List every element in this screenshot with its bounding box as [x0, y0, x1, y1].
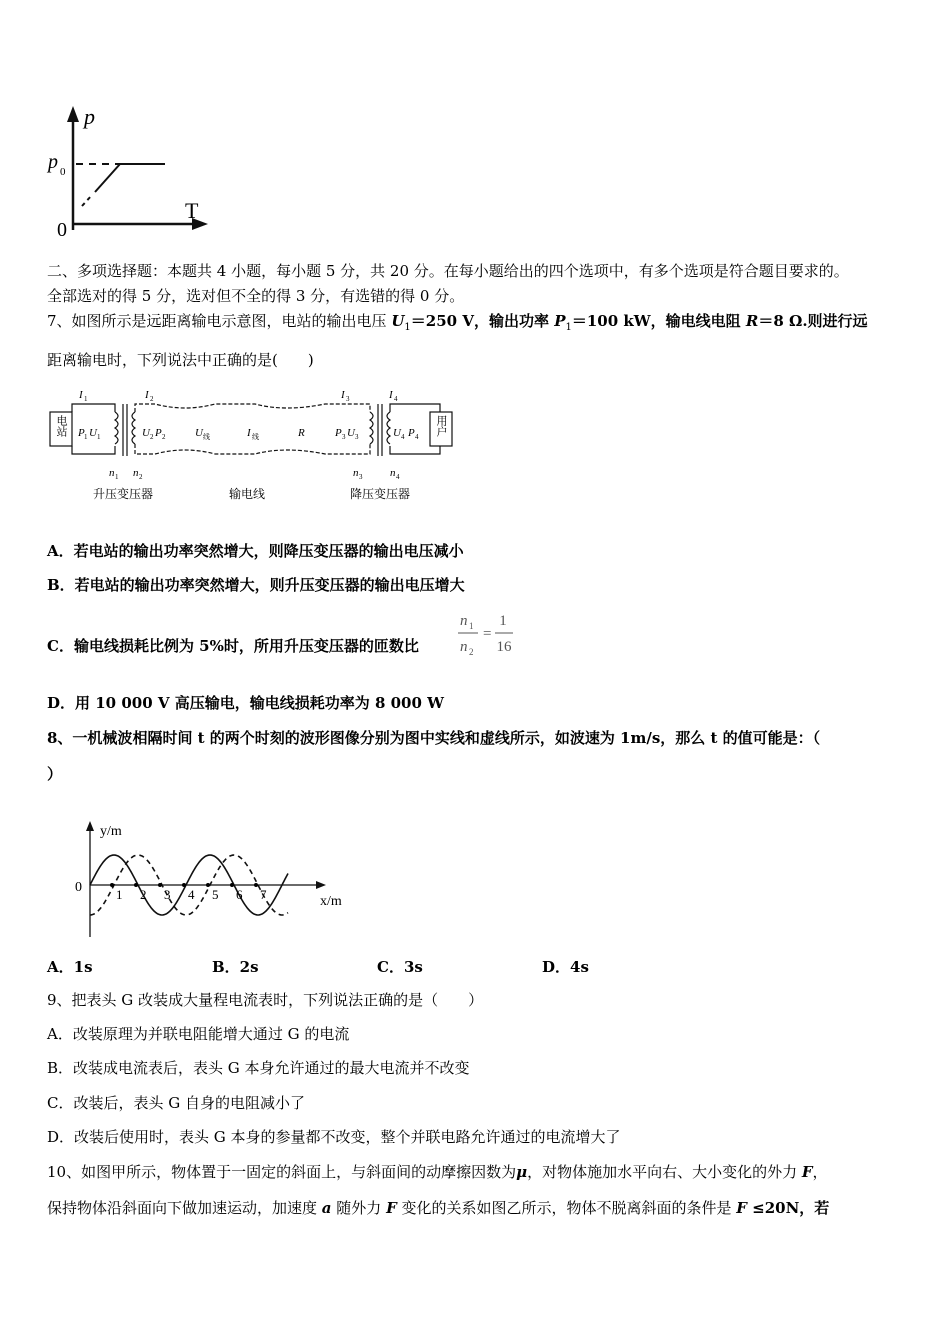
svg-text:U: U — [89, 427, 97, 439]
q7-option-b: B．若电站的输出功率突然增大，则升压变压器的输出电压增大 — [47, 576, 465, 594]
q7-line1 — [47, 311, 868, 338]
svg-text:P: P — [155, 427, 162, 439]
svg-text:U: U — [347, 427, 355, 439]
q9-option-b: B．改装成电流表后，表头 G 本身允许通过的最大电流并不改变 — [47, 1059, 470, 1077]
q10-a: a — [321, 1199, 332, 1217]
wave-origin: 0 — [75, 880, 82, 895]
i2-label: I — [145, 389, 149, 401]
section2-line1: 二、多项选择题：本题共 4 小题，每小题 5 分，共 20 分。在每小题给出的四个选项中，有多个选项是符合题目要求的。 — [47, 262, 849, 280]
x-tick-dot — [206, 883, 210, 887]
x-tick-label: 6 — [236, 887, 243, 902]
transmission-diagram — [45, 382, 465, 507]
svg-text:2: 2 — [150, 395, 154, 403]
q9-option-a: A．改装原理为并联电阻能增大通过 G 的电流 — [47, 1025, 350, 1043]
n3-label: n — [353, 467, 359, 479]
fraction-n1: n — [460, 613, 468, 629]
q10-text-a: 10、如图甲所示，物体置于一固定的斜面上，与斜面间的动摩擦因数为 — [47, 1163, 517, 1181]
step-down-secondary-coil — [387, 412, 390, 444]
wave-graph — [70, 815, 360, 945]
svg-text:1: 1 — [115, 473, 119, 481]
svg-text:3: 3 — [346, 395, 350, 403]
section2-line2: 全部选对的得 5 分，选对但不全的得 3 分，有选错的得 0 分。 — [47, 287, 465, 305]
origin-label: 0 — [57, 219, 67, 240]
q8-option-b: B．2s — [212, 958, 259, 976]
x-tick-dot — [110, 883, 114, 887]
fraction-n2: n — [460, 639, 468, 655]
x-tick-dot — [182, 883, 186, 887]
x-tick-dot — [134, 883, 138, 887]
q7-u1: U — [391, 312, 405, 330]
q10-text-g: ≤20N，若 — [746, 1199, 830, 1217]
x-tick-label: 4 — [188, 887, 195, 902]
wave-y-arrow-icon — [86, 821, 94, 831]
step-up-secondary-coil — [132, 412, 135, 444]
q10-text-e: 随外力 — [331, 1199, 387, 1217]
svg-text:4: 4 — [415, 433, 419, 441]
q7-text-c: ＝100 kW，输电线电阻 — [571, 312, 746, 330]
q7-r: R — [745, 312, 759, 330]
step-up-primary-coil — [115, 412, 118, 444]
i-line-label: I — [247, 427, 251, 439]
svg-text:1: 1 — [97, 433, 101, 441]
q8-option-a: A．1s — [47, 958, 93, 976]
svg-text:1: 1 — [84, 395, 88, 403]
i-line-sub: 线 — [252, 433, 259, 441]
svg-text:3: 3 — [355, 433, 359, 441]
r-label: R — [298, 427, 305, 439]
x-tick-label: 7 — [260, 887, 267, 902]
q8-line1: 8、一机械波相隔时间 t 的两个时刻的波形图像分别为图中实线和虚线所示，如波速为 1m/s，那么 t 的值可能是：（ — [47, 729, 821, 747]
svg-text:3: 3 — [342, 433, 346, 441]
q7-text-d: ＝8 Ω.则进行远 — [758, 312, 868, 330]
p3u3-label: P — [335, 427, 342, 439]
q8-option-c: C．3s — [377, 958, 423, 976]
station-label: 电站 — [55, 415, 67, 437]
svg-text:3: 3 — [359, 473, 363, 481]
q10-line2 — [47, 1198, 829, 1218]
q7-option-c: C．输电线损耗比例为 5%时，所用升压变压器的匝数比 — [47, 637, 419, 655]
p0-subscript: 0 — [60, 166, 66, 178]
q10-text-d: 保持物体沿斜面向下做加速运动，加速度 — [47, 1199, 322, 1217]
svg-text:4: 4 — [394, 395, 398, 403]
u-line-sub: 线 — [203, 433, 210, 441]
svg-text:4: 4 — [401, 433, 405, 441]
q7-p1-sub: 1 — [565, 322, 572, 333]
t-axis-label: T — [185, 198, 199, 223]
u4p4-label: U — [393, 427, 401, 439]
q8-line2: ） — [47, 765, 63, 783]
q10-f2: F — [386, 1199, 397, 1217]
fraction-n1-sub: 1 — [469, 621, 474, 631]
step-down-caption: 降压变压器 — [349, 487, 411, 501]
n4-label: n — [390, 467, 396, 479]
svg-text:P: P — [408, 427, 415, 439]
step-down-primary-coil — [370, 412, 373, 444]
x-tick-label: 1 — [116, 887, 123, 902]
svg-text:2: 2 — [139, 473, 143, 481]
user-label: 用户 — [435, 415, 447, 437]
q10-text-c: ， — [812, 1163, 828, 1181]
p-axis-label: p — [84, 104, 95, 129]
q7-option-d: D．用 10 000 V 高压输电，输电线损耗功率为 8 000 W — [47, 694, 444, 712]
x-tick-label: 2 — [140, 887, 147, 902]
q10-mu: μ — [516, 1163, 528, 1181]
fraction-equals: = — [483, 626, 492, 642]
p-t-graph — [40, 100, 220, 240]
u-line-label: U — [195, 427, 203, 439]
x-tick-label: 3 — [164, 887, 171, 902]
q7-u1-sub: 1 — [404, 322, 411, 333]
q10-f1: F — [801, 1163, 813, 1181]
q10-line1 — [47, 1162, 828, 1182]
x-tick-dot — [158, 883, 162, 887]
q7-p1: P — [554, 312, 566, 330]
n2-label: n — [133, 467, 139, 479]
p1u1-label: P — [78, 427, 85, 439]
q10-f3: F — [736, 1199, 747, 1217]
q7-option-c-fraction — [455, 606, 530, 661]
x-tick-dot — [230, 883, 234, 887]
q7-option-a: A．若电站的输出功率突然增大，则降压变压器的输出电压减小 — [47, 542, 464, 560]
wave-x-label: x/m — [320, 894, 342, 909]
fraction-sixteen: 16 — [496, 639, 512, 655]
i3-label: I — [341, 389, 345, 401]
q7-line2: 距离输电时，下列说法中正确的是( ) — [47, 351, 314, 369]
svg-text:2: 2 — [150, 433, 154, 441]
q9-option-c: C．改装后，表头 G 自身的电阻减小了 — [47, 1094, 305, 1112]
x-tick-label: 5 — [212, 887, 219, 902]
u2p2-label: U — [142, 427, 150, 439]
q9-line1: 9、把表头 G 改装成大量程电流表时，下列说法正确的是（ ） — [47, 991, 484, 1009]
svg-text:1: 1 — [84, 433, 88, 441]
p0-label: p — [48, 151, 58, 173]
fraction-one: 1 — [499, 613, 507, 629]
q10-text-f: 变化的关系如图乙所示，物体不脱离斜面的条件是 — [396, 1199, 737, 1217]
i1-label: I — [79, 389, 83, 401]
q9-option-d: D．改装后使用时，表头 G 本身的参量都不改变，整个并联电路允许通过的电流增大了 — [47, 1128, 621, 1146]
fraction-n2-sub: 2 — [469, 647, 474, 657]
p-t-rising-line — [95, 164, 120, 192]
n1-label: n — [109, 467, 115, 479]
p-t-dashed-extension — [82, 195, 92, 206]
q8-option-d: D．4s — [542, 958, 589, 976]
step-up-caption: 升压变压器 — [92, 487, 154, 501]
wave-x-arrow-icon — [316, 881, 326, 889]
q7-text-b: ＝250 V，输出功率 — [410, 312, 555, 330]
svg-text:2: 2 — [162, 433, 166, 441]
x-tick-dot — [254, 883, 258, 887]
svg-text:4: 4 — [396, 473, 400, 481]
q10-text-b: ，对物体施加水平向右、大小变化的外力 — [527, 1163, 802, 1181]
wire-caption: 输电线 — [228, 487, 266, 501]
p-axis-arrow-icon — [67, 106, 79, 122]
wave-y-label: y/m — [100, 824, 122, 839]
q7-text-a: 7、如图所示是远距离输电示意图，电站的输出电压 — [47, 312, 392, 330]
i4-label: I — [389, 389, 393, 401]
